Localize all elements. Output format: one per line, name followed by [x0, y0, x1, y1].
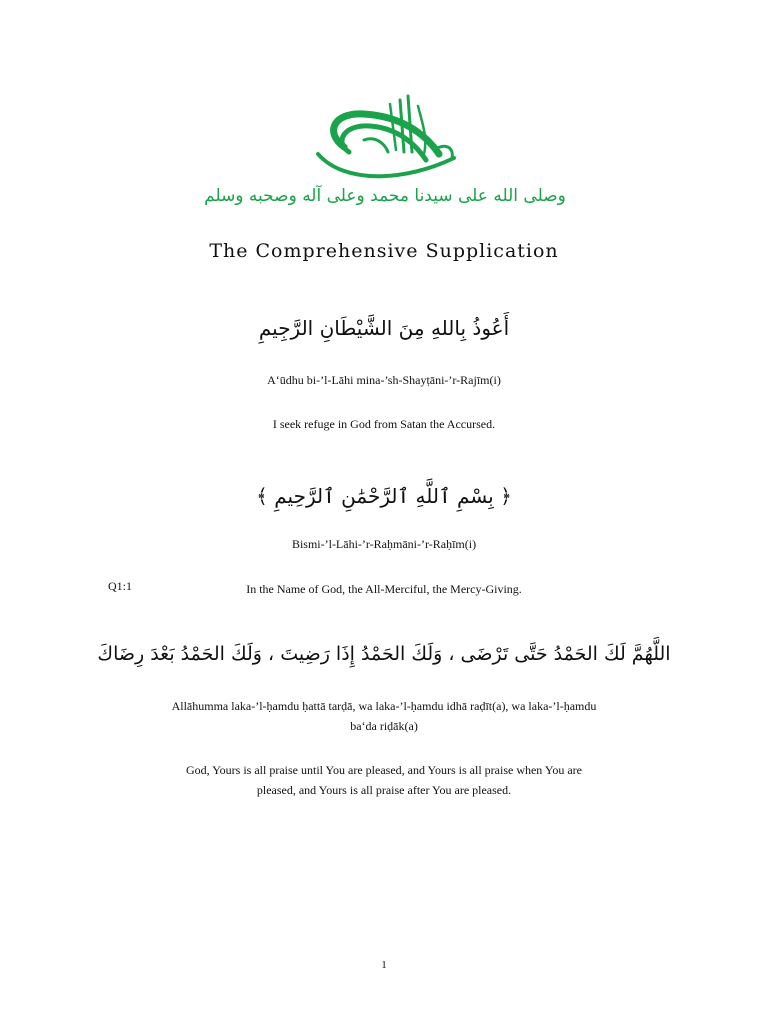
translation-hamd-line2: pleased, and Yours is all praise after You are pleased. — [256, 783, 512, 797]
transliteration-hamd-line1: Allāhumma laka-’l-ḥamdu ḥattā tarḍā, wa laka-’l-ḥamdu idhā raḍīt(a), wa laka-’l-ḥamdu — [171, 699, 597, 713]
arabic-istiadha: أَعُوذُ بِاللهِ مِنَ الشَّيْطَانِ الرَّجِيمِ — [258, 316, 510, 340]
transliteration-istiadha: A‘ūdhu bi-’l-Lāhi mina-’sh-Shayṭāni-’r-Rajīm(i) — [267, 373, 501, 387]
translation-istiadha: I seek refuge in God from Satan the Accursed. — [272, 417, 496, 431]
transliteration-basmala: Bismi-’l-Lāhi-’r-Raḥmāni-’r-Raḥīm(i) — [291, 537, 477, 551]
page-number: 1 — [381, 959, 387, 971]
arabic-hamd: اللَّهُمَّ لَكَ الحَمْدُ حَتَّى تَرْضَى ، وَلَكَ الحَمْدُ إِذَا رَضِيتَ ، وَلَكَ الحَمْدُ بَعْدَ رِضَاكَ — [97, 643, 671, 665]
translation-hamd-line1: God, Yours is all praise until You are pleased, and Yours is all praise when You are — [186, 763, 582, 777]
document-title: The Comprehensive Supplication — [209, 240, 559, 262]
calligraphy-logo — [304, 92, 462, 188]
translation-basmala: In the Name of God, the All-Merciful, the Mercy-Giving. — [246, 582, 522, 596]
transliteration-hamd-line2: ba‘da riḍāk(a) — [350, 719, 418, 733]
verse-reference: Q1:1 — [108, 579, 132, 593]
arabic-basmala: ﴿ بِسْمِ ٱللَّهِ ٱلرَّحْمَٰنِ ٱلرَّحِيمِ ﴾ — [256, 484, 512, 508]
salawat-line: وصلى الله على سيدنا محمد وعلى آله وصحبه وسلم — [204, 186, 566, 206]
